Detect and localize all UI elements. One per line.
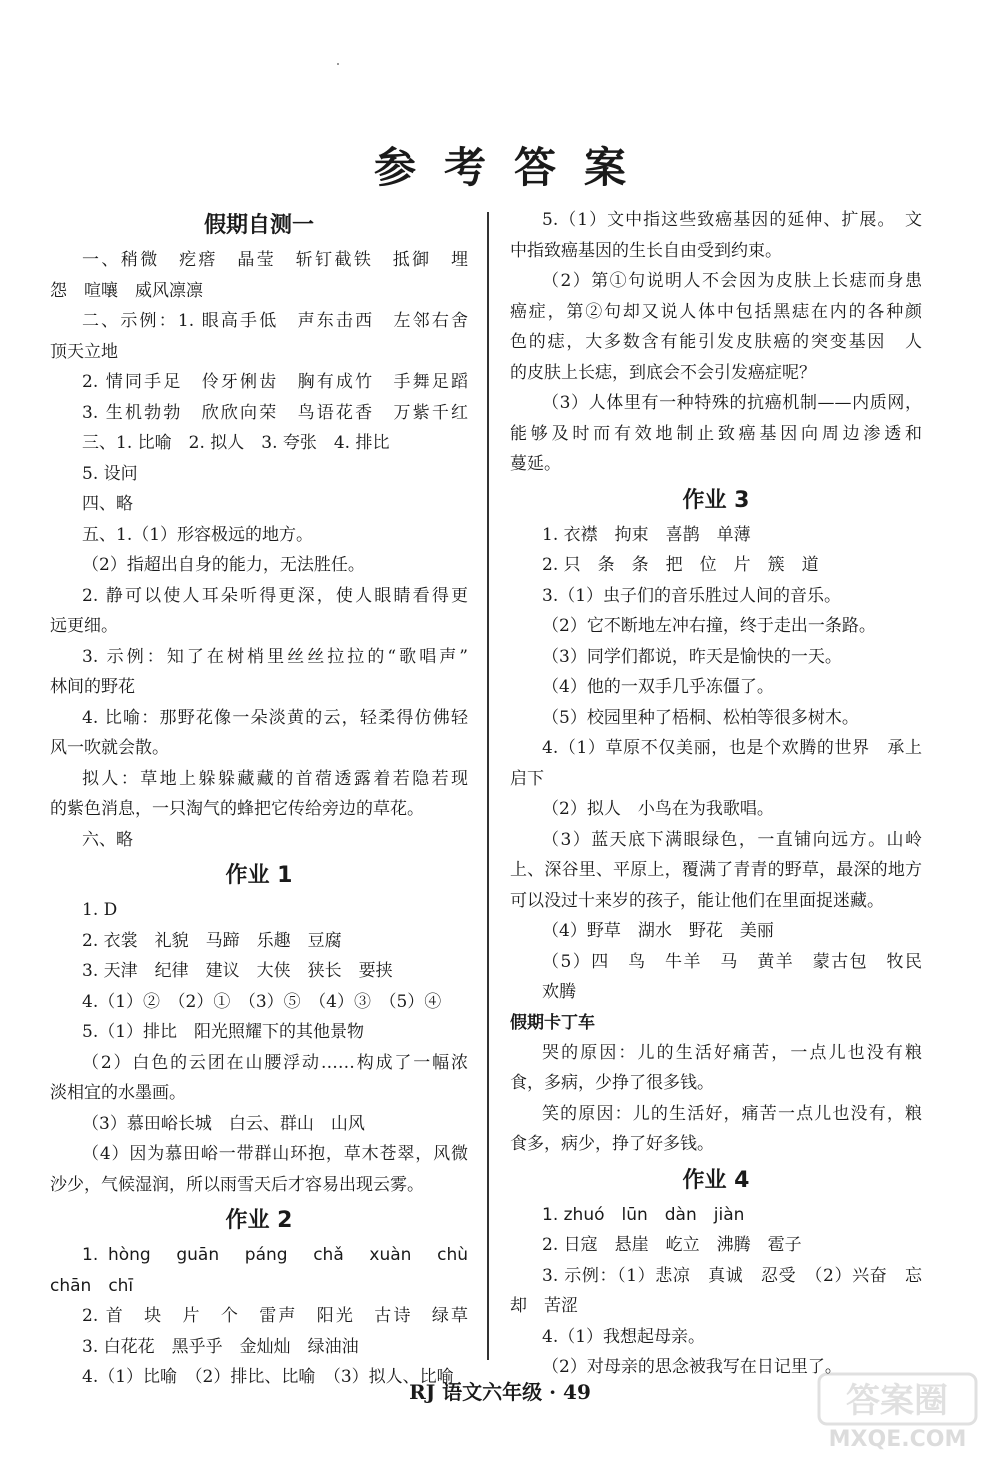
answer-line: 2. 日寇 悬崖 屹立 沸腾 雹子 (542, 1235, 802, 1255)
watermark-text: 答案圈 (846, 1381, 948, 1421)
answer-line: 启下 (510, 768, 544, 789)
answer-line: 3. 生机勃勃 欣欣向荣 鸟语花香 万紫千红 (82, 402, 468, 423)
answer-line: 却 苦涩 (510, 1296, 578, 1316)
answer-line: 3. 示例：知了在树梢里丝丝拉拉的“歌唱声” (82, 646, 468, 667)
answers-right-column (510, 205, 922, 1383)
answer-line: 上、深谷里、平原上，覆满了青青的野草，最深的地方 (510, 860, 922, 880)
answer-line: （3）人体里有一种特殊的抗癌机制——内质网， (542, 393, 922, 413)
answer-line: 怨 喧嚷 威风凛凛 (50, 280, 203, 301)
answer-line: 顶天立地 (50, 341, 118, 362)
answer-line: 2. 衣裳 礼貌 马蹄 乐趣 豆腐 (82, 930, 342, 951)
answer-line: （4）他的一双手几乎冻僵了。 (542, 677, 774, 697)
answer-line: 4.（1）比喻 （2）排比、比喻 （3）拟人、比喻 (82, 1367, 454, 1387)
answer-line: （2）指超出自身的能力，无法胜任。 (82, 555, 365, 575)
answer-line: 可以没过十来岁的孩子，能让他们在里面捉迷藏。 (510, 890, 884, 911)
watermark-url: MXQE.COM (828, 1427, 967, 1452)
answers-left-column (50, 205, 468, 1393)
answer-line: 五、1.（1）形容极远的地方。 (82, 524, 314, 545)
section-heading: 作业 4 (682, 1167, 750, 1193)
answer-line: 淡相宜的水墨画。 (50, 1083, 186, 1103)
answer-line: 的紫色消息，一只淘气的蜂把它传给旁边的草花。 (50, 799, 424, 819)
answer-line: 蔓延。 (510, 454, 561, 474)
answer-line: 1. D (82, 900, 118, 920)
page-title: 参考答案 (373, 143, 654, 192)
answer-line: 食多，病少，挣了好多钱。 (510, 1134, 714, 1154)
answer-line: （3）慕田峪长城 白云、群山 山风 (82, 1113, 365, 1134)
answer-line: 4.（1）我想起母亲。 (542, 1326, 706, 1347)
answer-line: （5）四 鸟 牛羊 马 黄羊 蒙古包 牧民 (542, 951, 922, 972)
answer-line: 4.（1）② （2）① （3）⑤ （4）③ （5）④ (82, 991, 442, 1012)
answer-line: 拟人：草地上躲躲藏藏的首蓿透露着若隐若现 (82, 768, 468, 789)
answer-line: 2. 首 块 片 个 雷声 阳光 古诗 绿草 (82, 1306, 468, 1326)
answer-line: （2）第①句说明人不会因为皮肤上长痣而身患 (542, 271, 922, 291)
watermark-logo (815, 1372, 980, 1452)
section-heading: 作业 3 (682, 487, 750, 513)
answer-line: （4）野草 湖水 野花 美丽 (542, 921, 774, 941)
answer-line: 2. 静可以使人耳朵听得更深，使人眼睛看得更 (82, 585, 468, 606)
answer-line: 能够及时而有效地制止致癌基因向周边渗透和 (510, 423, 922, 444)
answer-line: 5.（1）文中指这些致癌基因的延伸、扩展。 文 (542, 210, 922, 230)
answer-line: （2）对母亲的思念被我写在日记里了。 (542, 1357, 842, 1377)
answer-line: 4.（1）草原不仅美丽，也是个欢腾的世界 承上 (542, 738, 922, 758)
answer-line: 的皮肤上长痣，到底会不会引发癌症呢？ (510, 362, 816, 383)
answer-line: 一、稍微 疙瘩 晶莹 斩钉截铁 抵御 埋 (82, 250, 468, 270)
answer-line: 3. 示例：（1）悲凉 真诚 忍受 （2）兴奋 忘 (542, 1265, 922, 1286)
answer-line: 风一吹就会散。 (50, 738, 169, 758)
answer-line: 笑的原因：儿的生活好，痛苦一点儿也没有，粮 (542, 1103, 922, 1124)
answer-line: （3）蓝天底下满眼绿色，一直铺向远方。山岭 (542, 829, 922, 850)
answer-line: 1. 衣襟 拘束 喜鹊 单薄 (542, 524, 751, 545)
answer-line: 3.（1）虫子们的音乐胜过人间的音乐。 (542, 585, 842, 606)
answer-line: 林间的野花 (50, 677, 135, 697)
answer-line: 5. 设问 (82, 463, 138, 484)
answer-line: （2）拟人 小鸟在为我歌唱。 (542, 799, 774, 819)
answer-line: （4）因为慕田峪一带群山环抱，草木苍翠，风微 (82, 1144, 468, 1164)
answer-line: 3. 天津 纪律 建议 大侠 狭长 要挟 (82, 961, 393, 981)
answer-line: 二、示例：1. 眼高手低 声东击西 左邻右舍 (82, 311, 468, 331)
page-footer: RJ 语文六年级 · 49 (409, 1380, 591, 1404)
answer-line: （2）它不断地左冲右撞，终于走出一条路。 (542, 616, 876, 636)
answer-line: 1. zhuó lūn dàn jiàn (542, 1204, 745, 1225)
answer-line: 1. hòng guān páng chǎ xuàn chù (82, 1245, 468, 1265)
answer-line: 四、略 (82, 494, 133, 514)
answer-line: 六、略 (82, 829, 133, 850)
answer-line: 食，多病，少挣了很多钱。 (510, 1073, 714, 1093)
subsection-heading: 假期卡丁车 (510, 1012, 595, 1033)
answer-line: 远更细。 (50, 616, 118, 636)
answer-line: 中指致癌基因的生长自由受到约束。 (510, 240, 782, 261)
answer-line: 欢腾 (542, 982, 576, 1002)
answer-line: （3）同学们都说，昨天是愉快的一天。 (542, 646, 842, 667)
column-divider (487, 212, 489, 1360)
answer-line: 癌症，第②句却又说人体中包括黑痣在内的各种颜 (510, 301, 922, 322)
answer-line: 色的痣，大多数含有能引发皮肤癌的突变基因 人 (510, 332, 922, 352)
answer-line: 2. 情同手足 伶牙俐齿 胸有成竹 手舞足蹈 (82, 372, 468, 392)
section-heading: 作业 1 (225, 863, 293, 888)
stray-dot (337, 63, 339, 65)
answer-line: 5.（1）排比 阳光照耀下的其他景物 (82, 1022, 365, 1042)
answer-line: 沙少，气候湿润，所以雨雪天后才容易出现云雾。 (50, 1174, 424, 1195)
section-heading: 假期自测一 (203, 213, 314, 238)
answer-line: 4. 比喻：那野花像一朵淡黄的云，轻柔得仿佛轻 (82, 707, 468, 728)
answer-line: （2）白色的云团在山腰浮动……构成了一幅浓 (82, 1052, 468, 1073)
answer-line: 哭的原因：儿的生活好痛苦，一点儿也没有粮 (542, 1042, 922, 1063)
answer-line: （5）校园里种了梧桐、松柏等很多树木。 (542, 707, 859, 728)
answer-line: 2. 只 条 条 把 位 片 簇 道 (542, 555, 819, 575)
answer-line: 三、1. 比喻 2. 拟人 3. 夸张 4. 排比 (82, 433, 390, 453)
section-heading: 作业 2 (225, 1208, 293, 1233)
answer-line: 3. 白花花 黑乎乎 金灿灿 绿油油 (82, 1336, 359, 1357)
answer-line: chān chī (50, 1275, 134, 1296)
